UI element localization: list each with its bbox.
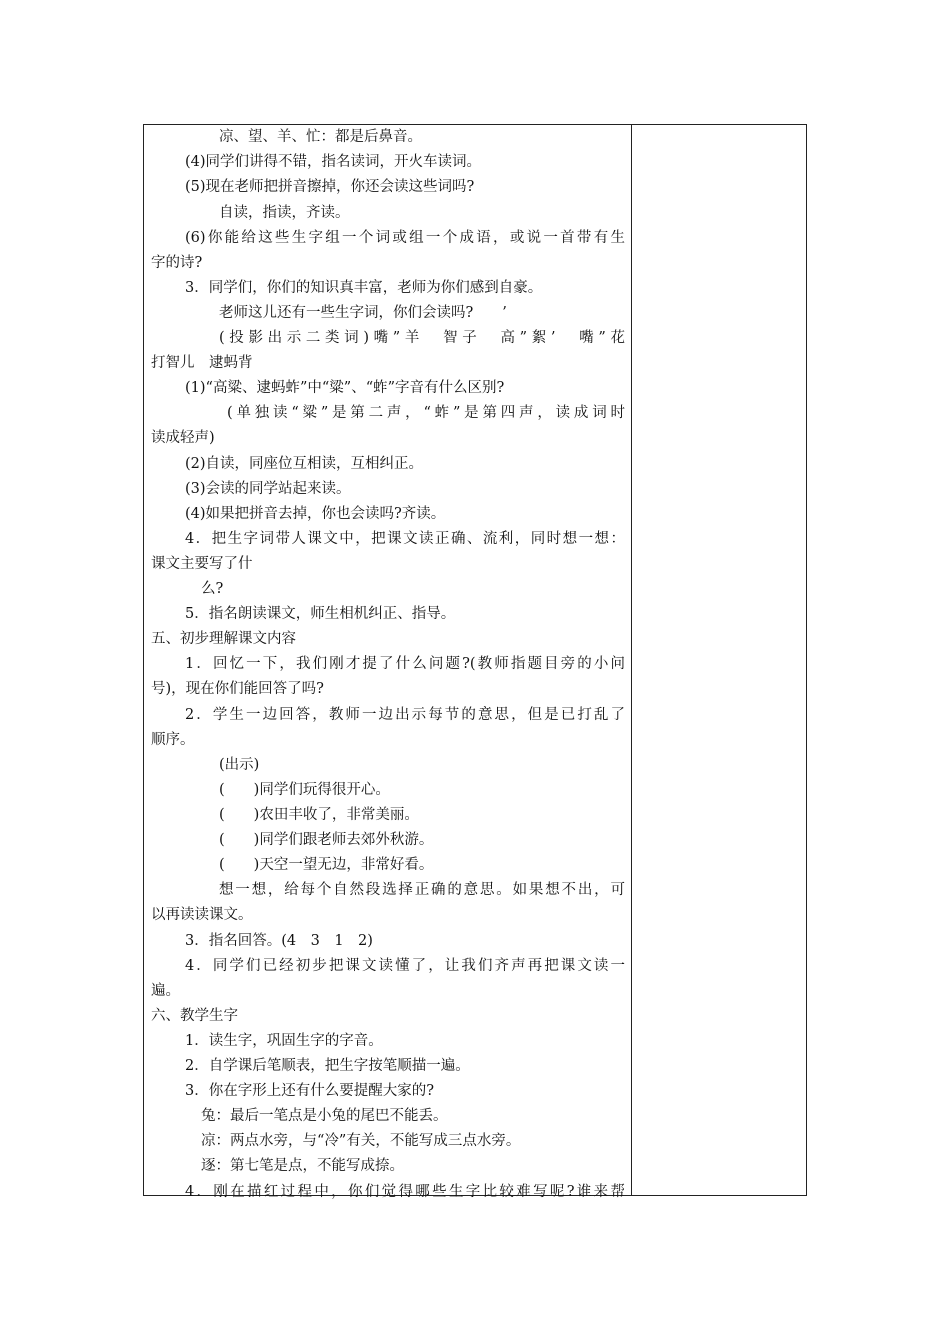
- text-line: 逐：第七笔是点，不能写成捺。: [201, 1158, 404, 1174]
- text-line: (单独读“粱”是第二声，“蚱”是第四声，读成词时: [227, 405, 625, 421]
- text-line: 4．同学们已经初步把课文读懂了，让我们齐声再把课文读一: [185, 958, 625, 974]
- text-line: (6)你能给这些生字组一个词或组一个成语，或说一首带有生: [185, 230, 625, 246]
- text-line: 5．指名朗读课文，师生相机纠正、指导。: [185, 606, 456, 622]
- text-line: 课文主要写了什: [151, 556, 253, 572]
- text-line: 凉、望、羊、忙：都是后鼻音。: [219, 129, 422, 145]
- text-line: (出示): [219, 757, 260, 773]
- text-line: 么?: [201, 581, 224, 597]
- column-divider: [631, 124, 632, 1196]
- text-line: ( )同学们跟老师去郊外秋游。: [219, 832, 434, 848]
- text-line: (3)会读的同学站起来读。: [185, 481, 351, 497]
- text-line: (5)现在老师把拼音擦掉，你还会读这些词吗?: [185, 179, 475, 195]
- text-line: 号)，现在你们能回答了吗?: [151, 681, 324, 697]
- section-heading: 六、教学生字: [151, 1008, 238, 1024]
- text-line: 4．把生字词带人课文中，把课文读正确、流利，同时想一想：: [185, 531, 625, 547]
- text-line: 2．自学课后笔顺表，把生字按笔顺描一遍。: [185, 1058, 470, 1074]
- text-line: (2)自读，同座位互相读，互相纠正。: [185, 456, 424, 472]
- text-line: 老师这儿还有一些生字词，你们会读吗? ’: [219, 305, 507, 321]
- text-line: 顺序。: [151, 732, 195, 748]
- text-line: (4)如果把拼音去掉，你也会读吗?齐读。: [185, 506, 446, 522]
- text-line: 读成轻声): [151, 430, 215, 446]
- section-heading: 五、初步理解课文内容: [151, 631, 296, 647]
- text-line: 3．指名回答。(4 3 1 2): [185, 933, 373, 949]
- text-line: (1)“高粱、逮蚂蚱”中“粱”、“蚱”字音有什么区别?: [185, 380, 505, 396]
- text-line: 想一想，给每个自然段选择正确的意思。如果想不出，可: [219, 882, 625, 898]
- text-line: (投影出示二类词)嘴”羊 智子 高”絮’ 嘴”花: [219, 330, 625, 346]
- text-line: 打智儿 逮蚂背: [151, 355, 253, 371]
- text-line: 4．刚在描红过程中，你们觉得哪些生字比较难写呢?谁来帮: [185, 1184, 625, 1200]
- text-line: ( )农田丰收了，非常美丽。: [219, 807, 419, 823]
- text-line: 以再读读课文。: [151, 907, 253, 923]
- text-line: 2．学生一边回答，教师一边出示每节的意思，但是已打乱了: [185, 707, 625, 723]
- text-line: 凉：两点水旁，与“冷”有关，不能写成三点水旁。: [201, 1133, 521, 1149]
- text-line: 1．读生字，巩固生字的字音。: [185, 1033, 383, 1049]
- text-line: 字的诗?: [151, 255, 203, 271]
- text-line: ( )天空一望无边，非常好看。: [219, 857, 434, 873]
- text-line: 遍。: [151, 983, 180, 999]
- text-line: 1．回忆一下，我们刚才提了什么问题?(教师指题目旁的小问: [185, 656, 625, 672]
- text-line: 自读，指读，齐读。: [219, 205, 350, 221]
- text-line: 3．同学们，你们的知识真丰富，老师为你们感到自豪。: [185, 280, 543, 296]
- text-line: ( )同学们玩得很开心。: [219, 782, 390, 798]
- text-line: (4)同学们讲得不错，指名读词，开火车读词。: [185, 154, 482, 170]
- text-line: 3．你在字形上还有什么要提醒大家的?: [185, 1083, 434, 1099]
- text-line: 兔：最后一笔点是小兔的尾巴不能丢。: [201, 1108, 448, 1124]
